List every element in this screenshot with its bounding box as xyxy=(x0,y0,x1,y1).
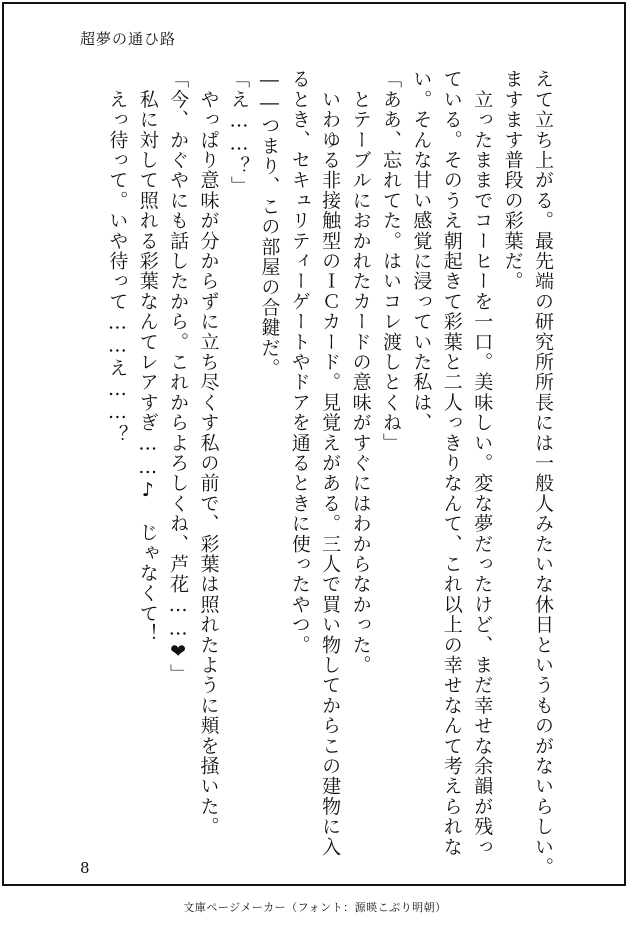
text-line: ますます普段の彩葉だ。 xyxy=(501,69,524,292)
text-line: 「ああ、忘れてた。はいコレ渡しとくね」 xyxy=(379,69,402,453)
text-line: とテーブルにおかれたカードの意味がすぐにはわからなかった。 xyxy=(349,69,372,675)
text-line: 「今、かぐやにも話したから。これからよろしくね、芦花……❤」 xyxy=(167,69,190,684)
page-frame xyxy=(2,2,626,886)
text-line: えっ待って。いや待って……え……？ xyxy=(106,69,129,445)
text-line: えて立ち上がる。最先端の研究所所長には一般人みたいな休日というものがないらしい。 xyxy=(532,69,554,877)
text-line: い。そんな甘い感覚に浸っていた私は、 xyxy=(410,69,433,433)
text-line: るとき、セキュリティーゲートやドアを通るときに使ったやつ。 xyxy=(288,69,311,655)
text-line: ている。そのうえ朝起きて彩葉と二人っきりなんて、これ以上の幸せなんて考えられな xyxy=(440,69,463,857)
page-number: 8 xyxy=(80,859,90,877)
text-line: 「え……？」 xyxy=(227,69,250,197)
running-title: 超夢の通ひ路 xyxy=(80,30,177,48)
footer-credit: 文庫ページメーカー（フォント：源暎こぶり明朝） xyxy=(183,901,447,914)
text-line: やっぱり意味が分からずに立ち尽くす私の前で、彩葉は照れたように頬を掻いた。 xyxy=(197,69,220,837)
text-line: 私に対して照れる彩葉なんてレアすぎ……♪ じゃなくて！ xyxy=(136,69,159,644)
text-line: ――つまり、この部屋の合鍵だ。 xyxy=(258,69,281,378)
vertical-body-text xyxy=(102,69,558,877)
text-line: いわゆる非接触型のＩＣカード。見覚えがある。三人で買い物してからこの建物に入 xyxy=(319,69,342,857)
text-line: 立ったままでコーヒーを一口。美味しい。変な夢だったけど、まだ幸せな余韻が残っ xyxy=(471,69,494,857)
